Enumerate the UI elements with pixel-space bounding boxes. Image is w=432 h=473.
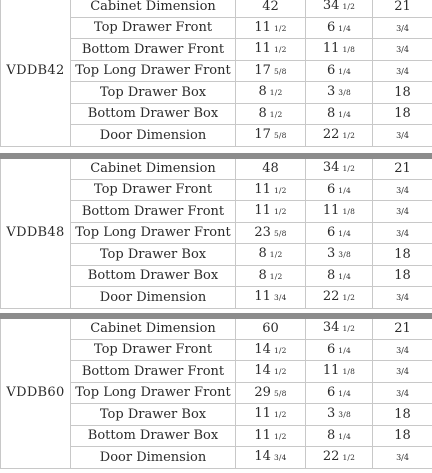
whole-number: 34 — [322, 0, 340, 14]
depth-value — [373, 103, 432, 125]
fraction: 3/4 — [396, 45, 409, 55]
fraction: 1/4 — [338, 388, 351, 398]
component-label: Top Drawer Front — [71, 17, 236, 39]
fraction: 3/8 — [338, 88, 351, 98]
whole-number: 60 — [262, 320, 279, 336]
whole-number: 11 — [254, 289, 271, 305]
fraction: 1/2 — [273, 410, 287, 420]
whole-number: 18 — [394, 106, 411, 122]
fraction: 1/2 — [342, 2, 356, 12]
depth-value — [373, 82, 432, 104]
fraction: 1/4 — [338, 23, 351, 33]
fraction: 1/2 — [273, 207, 287, 217]
depth-value — [373, 404, 432, 426]
whole-number: 34 — [322, 160, 340, 176]
fraction: 1/4 — [338, 109, 351, 119]
fraction: 1/2 — [273, 431, 287, 441]
component-label: Bottom Drawer Box — [71, 265, 236, 287]
height-value — [306, 265, 373, 287]
fraction: 1/2 — [269, 88, 283, 98]
fraction: 1/2 — [342, 453, 356, 463]
height-value — [306, 82, 373, 104]
component-label: Bottom Drawer Box — [71, 103, 236, 125]
depth-value — [373, 179, 432, 201]
dimension-group-table — [0, 317, 432, 469]
height-value — [306, 158, 373, 180]
fraction: 1/2 — [342, 164, 356, 174]
whole-number: 18 — [394, 84, 411, 100]
height-value — [306, 361, 373, 383]
fraction: 1/2 — [273, 23, 287, 33]
fraction: 5/8 — [273, 388, 287, 398]
fraction: 1/2 — [273, 345, 287, 355]
height-value — [306, 404, 373, 426]
depth-value — [373, 0, 432, 17]
fraction: 1/4 — [338, 228, 351, 238]
height-value — [306, 382, 373, 404]
depth-value — [373, 318, 432, 340]
whole-number: 14 — [254, 449, 271, 465]
table-row — [1, 158, 432, 180]
component-label: Top Long Drawer Front — [71, 222, 236, 244]
height-value — [306, 339, 373, 361]
height-value — [306, 447, 373, 469]
height-value — [306, 125, 373, 147]
depth-value — [373, 17, 432, 39]
whole-number: 18 — [394, 428, 411, 444]
height-value — [306, 318, 373, 340]
height-value — [306, 60, 373, 82]
fraction: 3/4 — [396, 207, 409, 217]
width-value — [236, 244, 306, 266]
whole-number: 29 — [254, 384, 271, 400]
component-label: Door Dimension — [71, 447, 236, 469]
component-label: Top Drawer Box — [71, 244, 236, 266]
fraction: 5/8 — [273, 131, 287, 141]
depth-value — [373, 244, 432, 266]
fraction: 1/4 — [338, 271, 351, 281]
width-value — [236, 103, 306, 125]
fraction: 1/2 — [342, 293, 356, 303]
whole-number: 6 — [327, 62, 336, 78]
fraction: 1/2 — [273, 45, 287, 55]
whole-number: 8 — [258, 105, 267, 121]
whole-number: 22 — [322, 449, 340, 465]
whole-number: 11 — [254, 41, 271, 57]
component-label: Bottom Drawer Box — [71, 425, 236, 447]
whole-number: 11 — [254, 406, 271, 422]
width-value — [236, 339, 306, 361]
width-value — [236, 60, 306, 82]
fraction: 5/8 — [273, 228, 287, 238]
whole-number: 8 — [327, 105, 336, 121]
width-value — [236, 265, 306, 287]
whole-number: 8 — [327, 267, 336, 283]
component-label: Door Dimension — [71, 125, 236, 147]
fraction: 3/4 — [396, 388, 409, 398]
fraction: 3/4 — [396, 367, 409, 377]
component-label: Top Long Drawer Front — [71, 382, 236, 404]
whole-number: 11 — [254, 181, 271, 197]
whole-number: 3 — [327, 406, 336, 422]
model-code: VDDB42 — [1, 0, 71, 146]
width-value — [236, 0, 306, 17]
fraction: 1/4 — [338, 185, 351, 195]
fraction: 3/4 — [396, 185, 409, 195]
depth-value — [373, 265, 432, 287]
width-value — [236, 39, 306, 61]
whole-number: 11 — [322, 363, 340, 379]
component-label: Cabinet Dimension — [71, 0, 236, 17]
component-label: Cabinet Dimension — [71, 158, 236, 180]
whole-number: 42 — [262, 0, 279, 14]
whole-number: 6 — [327, 19, 336, 35]
whole-number: 18 — [394, 268, 411, 284]
model-code: VDDB48 — [1, 158, 71, 309]
width-value — [236, 82, 306, 104]
component-label: Bottom Drawer Front — [71, 361, 236, 383]
whole-number: 18 — [394, 406, 411, 422]
fraction: 3/4 — [396, 453, 409, 463]
depth-value — [373, 339, 432, 361]
height-value — [306, 201, 373, 223]
component-label: Cabinet Dimension — [71, 318, 236, 340]
fraction: 3/4 — [396, 228, 409, 238]
whole-number: 8 — [327, 427, 336, 443]
depth-value — [373, 60, 432, 82]
height-value — [306, 287, 373, 309]
depth-value — [373, 158, 432, 180]
dimension-group-table — [0, 157, 432, 309]
fraction: 1/2 — [269, 250, 283, 260]
height-value — [306, 0, 373, 17]
component-label: Bottom Drawer Front — [71, 201, 236, 223]
whole-number: 6 — [327, 181, 336, 197]
whole-number: 11 — [254, 19, 271, 35]
whole-number: 21 — [394, 0, 411, 14]
height-value — [306, 425, 373, 447]
height-value — [306, 244, 373, 266]
height-value — [306, 222, 373, 244]
whole-number: 8 — [258, 267, 267, 283]
whole-number: 17 — [254, 62, 271, 78]
depth-value — [373, 382, 432, 404]
fraction: 1/2 — [273, 185, 287, 195]
fraction: 3/8 — [338, 250, 351, 260]
width-value — [236, 382, 306, 404]
height-value — [306, 103, 373, 125]
table-row — [1, 0, 432, 17]
width-value — [236, 447, 306, 469]
component-label: Top Drawer Box — [71, 82, 236, 104]
whole-number: 8 — [258, 246, 267, 262]
fraction: 3/4 — [396, 293, 409, 303]
depth-value — [373, 361, 432, 383]
component-label: Top Drawer Front — [71, 339, 236, 361]
height-value — [306, 17, 373, 39]
depth-value — [373, 447, 432, 469]
fraction: 1/2 — [342, 131, 356, 141]
whole-number: 11 — [254, 427, 271, 443]
component-label: Top Long Drawer Front — [71, 60, 236, 82]
fraction: 1/2 — [273, 367, 287, 377]
whole-number: 14 — [254, 363, 271, 379]
width-value — [236, 158, 306, 180]
fraction: 5/8 — [273, 66, 287, 76]
depth-value — [373, 425, 432, 447]
fraction: 3/4 — [273, 453, 287, 463]
depth-value — [373, 222, 432, 244]
model-code: VDDB60 — [1, 318, 71, 469]
whole-number: 18 — [394, 246, 411, 262]
whole-number: 3 — [327, 246, 336, 262]
whole-number: 48 — [262, 160, 279, 176]
fraction: 3/4 — [273, 293, 287, 303]
whole-number: 11 — [322, 41, 340, 57]
width-value — [236, 179, 306, 201]
fraction: 3/4 — [396, 131, 409, 141]
whole-number: 3 — [327, 84, 336, 100]
fraction: 1/8 — [342, 45, 356, 55]
width-value — [236, 222, 306, 244]
depth-value — [373, 125, 432, 147]
whole-number: 8 — [258, 84, 267, 100]
whole-number: 22 — [322, 127, 340, 143]
dimension-group-table — [0, 0, 432, 147]
component-label: Top Drawer Front — [71, 179, 236, 201]
fraction: 1/2 — [269, 109, 283, 119]
width-value — [236, 361, 306, 383]
whole-number: 6 — [327, 341, 336, 357]
whole-number: 17 — [254, 127, 271, 143]
group-separator — [0, 313, 432, 319]
whole-number: 11 — [322, 203, 340, 219]
depth-value — [373, 287, 432, 309]
depth-value — [373, 201, 432, 223]
group-separator — [0, 153, 432, 159]
width-value — [236, 287, 306, 309]
fraction: 1/8 — [342, 367, 356, 377]
fraction: 1/4 — [338, 345, 351, 355]
component-label: Door Dimension — [71, 287, 236, 309]
fraction: 3/4 — [396, 345, 409, 355]
whole-number: 6 — [327, 224, 336, 240]
width-value — [236, 318, 306, 340]
fraction: 1/4 — [338, 66, 351, 76]
width-value — [236, 425, 306, 447]
width-value — [236, 17, 306, 39]
table-row — [1, 318, 432, 340]
fraction: 3/4 — [396, 66, 409, 76]
fraction: 1/2 — [269, 271, 283, 281]
whole-number: 23 — [254, 224, 271, 240]
whole-number: 14 — [254, 341, 271, 357]
component-label: Top Drawer Box — [71, 404, 236, 426]
depth-value — [373, 39, 432, 61]
fraction: 3/4 — [396, 23, 409, 33]
fraction: 1/4 — [338, 431, 351, 441]
whole-number: 21 — [394, 320, 411, 336]
height-value — [306, 39, 373, 61]
whole-number: 22 — [322, 289, 340, 305]
fraction: 3/8 — [338, 410, 351, 420]
fraction: 1/2 — [342, 324, 356, 334]
component-label: Bottom Drawer Front — [71, 39, 236, 61]
whole-number: 6 — [327, 384, 336, 400]
height-value — [306, 179, 373, 201]
width-value — [236, 125, 306, 147]
whole-number: 21 — [394, 160, 411, 176]
width-value — [236, 201, 306, 223]
whole-number: 34 — [322, 320, 340, 336]
whole-number: 11 — [254, 203, 271, 219]
fraction: 1/8 — [342, 207, 356, 217]
width-value — [236, 404, 306, 426]
